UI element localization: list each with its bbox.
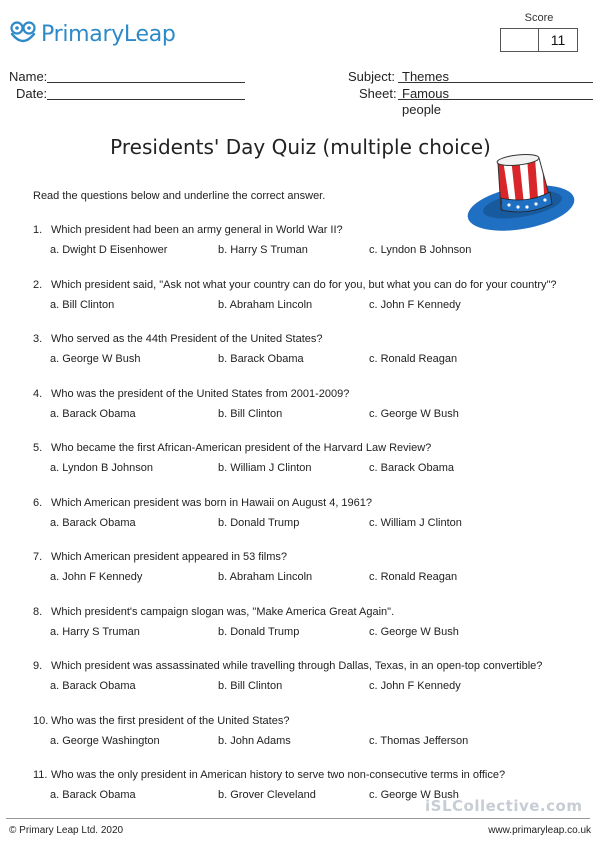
question-number: 10. — [33, 714, 49, 727]
question-text-row — [33, 222, 593, 238]
answer-options — [33, 406, 593, 422]
answer-option[interactable]: b. Abraham Lincoln — [218, 571, 313, 583]
frog-icon — [9, 21, 37, 47]
question-text: Who was the president of the United States from 2001-2009? — [51, 387, 350, 400]
question-number: 1. — [33, 224, 43, 236]
name-line — [47, 69, 245, 83]
answer-options — [33, 351, 593, 367]
question-item — [33, 604, 593, 640]
answer-option[interactable]: a. Barack Obama — [50, 407, 136, 420]
question-item — [33, 386, 593, 422]
question-text-row — [33, 331, 593, 347]
question-item — [33, 658, 593, 694]
answer-option[interactable]: c. Thomas Jefferson — [369, 734, 469, 747]
answer-options — [33, 515, 593, 531]
date-field[interactable] — [16, 86, 47, 102]
question-text: Which president had been an army general in World War II? — [51, 224, 343, 236]
answer-option[interactable]: a. George Washington — [50, 734, 160, 747]
answer-option[interactable]: b. Donald Trump — [218, 516, 300, 529]
question-text: Which president was assassinated while travelling through Dallas, Texas, in an open-top convertible? — [51, 660, 543, 672]
footer-copyright: © Primary Leap Ltd. 2020 — [9, 825, 124, 836]
answer-option[interactable]: b. Abraham Lincoln — [218, 298, 313, 311]
question-text-row — [33, 767, 593, 783]
question-text-row — [33, 440, 593, 456]
answer-option[interactable]: a. Bill Clinton — [50, 298, 115, 311]
answer-option[interactable]: b. William J Clinton — [218, 462, 312, 474]
page-title: Presidents' Day Quiz (multiple choice) — [110, 135, 491, 159]
question-text: Who was the only president in American history to serve two non-consecutive terms in office? — [51, 769, 506, 781]
question-number: 4. — [33, 387, 43, 400]
question-number: 7. — [33, 551, 43, 563]
question-text-row — [33, 658, 593, 674]
question-item — [33, 495, 593, 531]
subject-value: Themes — [402, 69, 449, 84]
question-number: 3. — [33, 333, 43, 345]
brand-name: PrimaryLeap — [41, 21, 176, 47]
question-text: Who became the first African-American president of the Harvard Law Review? — [51, 442, 432, 454]
answer-option[interactable]: a. Harry S Truman — [50, 625, 140, 638]
question-number: 9. — [33, 660, 43, 672]
answer-options — [33, 569, 593, 585]
question-item — [33, 331, 593, 367]
answer-option[interactable]: b. John Adams — [218, 734, 291, 747]
answer-options — [33, 242, 593, 258]
name-label: Name: — [9, 69, 48, 84]
sheet-value: Famous people — [402, 86, 449, 117]
answer-option[interactable]: b. Bill Clinton — [218, 407, 283, 420]
instructions: Read the questions below and underline the correct answer. — [33, 190, 326, 202]
score-box — [500, 28, 578, 52]
score-value: 11 — [550, 32, 566, 48]
answer-option[interactable]: b. Donald Trump — [218, 625, 300, 638]
answer-option[interactable]: c. George W Bush — [369, 625, 459, 638]
question-number: 11. — [33, 769, 48, 781]
question-text-row — [33, 549, 593, 565]
answer-options — [33, 297, 593, 313]
question-text: Which American president appeared in 53 films? — [51, 551, 288, 563]
question-text-row — [33, 386, 593, 402]
answer-option[interactable]: a. Lyndon B Johnson — [50, 462, 153, 474]
question-text-row — [33, 277, 593, 293]
question-number: 6. — [33, 496, 43, 509]
answer-option[interactable]: c. Ronald Reagan — [369, 571, 458, 583]
question-text-row — [33, 495, 593, 511]
question-number: 8. — [33, 605, 43, 618]
question-text: Who was the first president of the United States? — [51, 714, 290, 727]
question-text: Which American president was born in Hawaii on August 4, 1961? — [51, 496, 373, 509]
question-item — [33, 222, 593, 258]
sheet-label: Sheet: — [359, 86, 397, 101]
question-number: 2. — [33, 278, 43, 291]
score-blank-cell — [501, 29, 539, 51]
sheet-field[interactable] — [359, 86, 449, 117]
answer-option[interactable]: a. George W Bush — [50, 353, 141, 365]
question-text: Which president's campaign slogan was, "Make America Great Again". — [51, 605, 395, 618]
answer-option[interactable]: c. John F Kennedy — [369, 298, 461, 311]
answer-option[interactable]: a. Dwight D Eisenhower — [50, 244, 168, 256]
answer-option[interactable]: a. Barack Obama — [50, 789, 136, 801]
answer-options — [33, 460, 593, 476]
question-number: 5. — [33, 442, 43, 454]
answer-option[interactable]: c. George W Bush — [369, 789, 459, 801]
watermark: iSLCollective.com — [425, 797, 583, 815]
answer-option[interactable]: b. Grover Cleveland — [218, 789, 316, 801]
question-item — [33, 440, 593, 476]
name-field[interactable] — [9, 69, 47, 85]
date-line — [47, 86, 245, 100]
primaryleap-logo — [9, 21, 176, 47]
answer-option[interactable]: c. Barack Obama — [369, 462, 454, 474]
date-label: Date: — [16, 86, 48, 101]
answer-option[interactable]: b. Harry S Truman — [218, 244, 308, 256]
score-label: Score — [524, 12, 554, 24]
question-item — [33, 713, 593, 749]
answer-option[interactable]: c. George W Bush — [369, 407, 459, 420]
subject-field[interactable] — [348, 69, 449, 85]
answer-option[interactable]: c. Ronald Reagan — [369, 353, 458, 365]
question-text-row — [33, 713, 593, 729]
subject-label: Subject: — [348, 69, 395, 84]
footer-website[interactable]: www.primaryleap.co.uk — [488, 825, 591, 836]
question-item — [33, 277, 593, 313]
answer-option[interactable]: a. John F Kennedy — [50, 571, 143, 583]
answer-option[interactable]: c. John F Kennedy — [369, 680, 461, 692]
answer-option[interactable]: b. Bill Clinton — [218, 680, 283, 692]
question-item — [33, 549, 593, 585]
answer-option[interactable]: a. Barack Obama — [50, 680, 136, 692]
question-text-row — [33, 604, 593, 620]
answer-option[interactable]: c. Lyndon B Johnson — [369, 244, 472, 256]
answer-option[interactable]: a. Barack Obama — [50, 516, 136, 529]
answer-option[interactable]: b. Barack Obama — [218, 353, 304, 365]
question-text: Who served as the 44th President of the United States? — [51, 333, 323, 345]
footer-divider — [6, 818, 590, 819]
answer-option[interactable]: c. William J Clinton — [369, 516, 462, 529]
answer-options — [33, 733, 593, 749]
question-text: Which president said, "Ask not what your country can do for you, but what you can do for your country"? — [51, 278, 557, 291]
answer-options — [33, 624, 593, 640]
answer-options — [33, 678, 593, 694]
